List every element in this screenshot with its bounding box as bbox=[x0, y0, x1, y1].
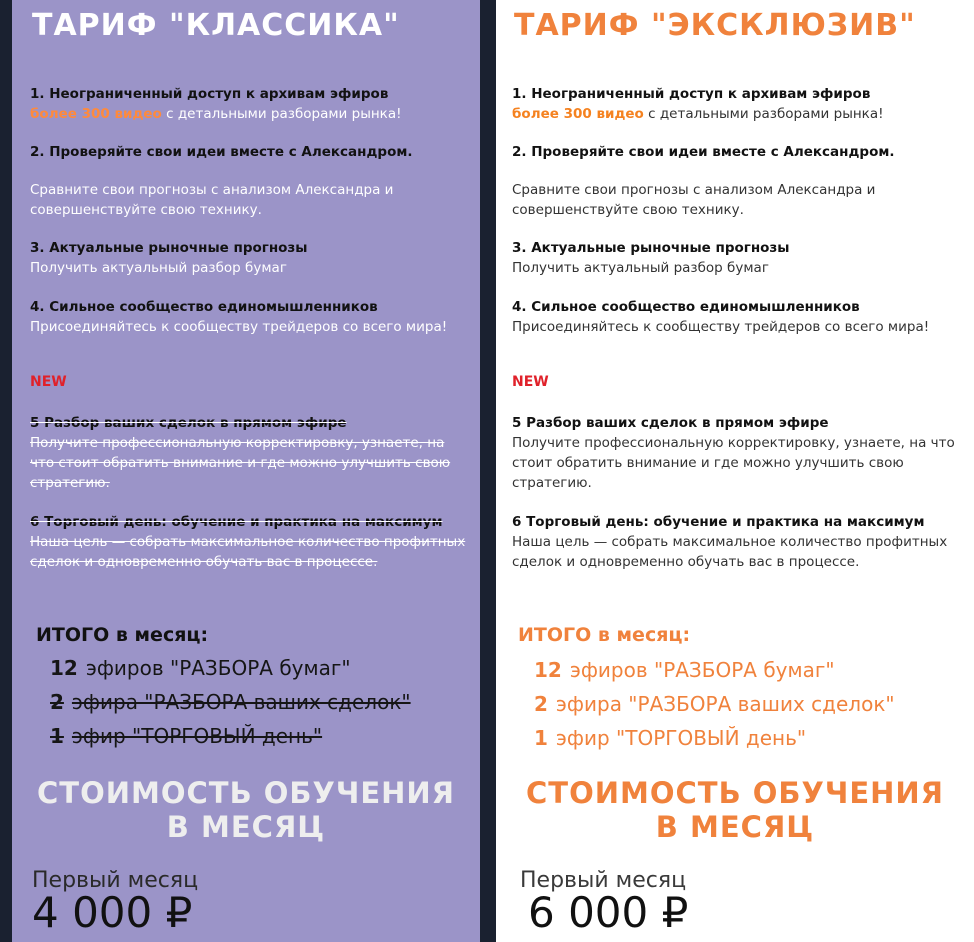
feature-trade-review bbox=[512, 413, 962, 493]
feature-trading-day-unavailable bbox=[30, 512, 470, 572]
feature-heading: 5 Разбор ваших сделок в прямом эфире bbox=[30, 415, 347, 431]
feature-description: Сравните свои прогнозы с анализом Александра и совершенствуйте свою технику. bbox=[30, 182, 394, 218]
total-line-trade-reviews-unavailable bbox=[50, 690, 411, 714]
total-label: эфир "ТОРГОВЫЙ день" bbox=[71, 724, 323, 748]
feature-description: Присоединяйтесь к сообществу трейдеров со всего мира! bbox=[512, 319, 930, 335]
new-badge: NEW bbox=[512, 374, 549, 390]
feature-highlight: более 300 видео bbox=[512, 106, 644, 122]
total-line-trading-day-unavailable bbox=[50, 724, 322, 748]
feature-description: Получите профессиональную корректировку, узнаете, на что стоит обратить внимание и где можно улучшить свою стратегию. bbox=[30, 435, 451, 491]
total-count: 2 bbox=[50, 690, 64, 714]
total-label: эфира "РАЗБОРА ваших сделок" bbox=[555, 692, 895, 716]
feature-trading-day bbox=[512, 512, 962, 572]
feature-heading: 3. Актуальные рыночные прогнозы bbox=[512, 240, 790, 256]
feature-ideas-desc bbox=[512, 180, 962, 220]
feature-heading: 6 Торговый день: обучение и практика на максимум bbox=[30, 514, 443, 530]
feature-heading: 1. Неограниченный доступ к архивам эфиров bbox=[512, 86, 871, 102]
feature-description: с детальными разборами рынка! bbox=[161, 106, 402, 122]
feature-archive bbox=[512, 84, 962, 124]
feature-forecasts bbox=[512, 238, 962, 278]
feature-description: Наша цель — собрать максимальное количество профитных сделок и одновременно обучать вас в процессе. bbox=[512, 534, 948, 570]
total-count: 12 bbox=[50, 656, 78, 680]
total-count: 12 bbox=[534, 658, 562, 682]
feature-heading: 4. Сильное сообщество единомышленников bbox=[30, 299, 378, 315]
total-title: ИТОГО в месяц: bbox=[36, 624, 209, 646]
total-title: ИТОГО в месяц: bbox=[518, 624, 691, 646]
total-line-trade-reviews bbox=[534, 692, 895, 716]
new-badge: NEW bbox=[30, 374, 67, 390]
total-count: 1 bbox=[50, 724, 64, 748]
feature-ideas-desc bbox=[30, 180, 470, 220]
feature-description: Получите профессиональную корректировку, узнаете, на что стоит обратить внимание и где можно улучшить свою стратегию. bbox=[512, 435, 955, 491]
total-label: эфиров "РАЗБОРА бумаг" bbox=[569, 658, 835, 682]
feature-heading: 2. Проверяйте свои идеи вместе с Александром. bbox=[30, 144, 413, 160]
feature-forecasts bbox=[30, 238, 470, 278]
cost-heading bbox=[12, 776, 480, 844]
tariff-title: ТАРИФ "ЭКСКЛЮЗИВ" bbox=[514, 8, 916, 43]
feature-description: Получить актуальный разбор бумаг bbox=[512, 260, 769, 276]
total-count: 2 bbox=[534, 692, 548, 716]
cost-heading-line2: В МЕСЯЦ bbox=[655, 810, 815, 844]
first-month-label: Первый месяц bbox=[32, 868, 199, 893]
total-label: эфиров "РАЗБОРА бумаг" bbox=[85, 656, 351, 680]
feature-ideas bbox=[30, 142, 470, 162]
cost-heading-line1: СТОИМОСТЬ ОБУЧЕНИЯ bbox=[37, 776, 455, 810]
feature-highlight: более 300 видео bbox=[30, 106, 162, 122]
price: 4 000 ₽ bbox=[32, 888, 193, 937]
feature-heading: 5 Разбор ваших сделок в прямом эфире bbox=[512, 415, 829, 431]
feature-heading: 1. Неограниченный доступ к архивам эфиров bbox=[30, 86, 389, 102]
feature-ideas bbox=[512, 142, 962, 162]
price: 6 000 ₽ bbox=[528, 888, 689, 937]
tariff-classic-card bbox=[12, 0, 480, 942]
feature-description: с детальными разборами рынка! bbox=[643, 106, 884, 122]
feature-heading: 6 Торговый день: обучение и практика на максимум bbox=[512, 514, 925, 530]
feature-heading: 2. Проверяйте свои идеи вместе с Александром. bbox=[512, 144, 895, 160]
cost-heading bbox=[496, 776, 974, 844]
total-label: эфир "ТОРГОВЫЙ день" bbox=[555, 726, 807, 750]
feature-community bbox=[512, 297, 962, 337]
tariff-title: ТАРИФ "КЛАССИКА" bbox=[32, 8, 400, 43]
feature-community bbox=[30, 297, 470, 337]
total-line-trading-day bbox=[534, 726, 806, 750]
feature-description: Сравните свои прогнозы с анализом Александра и совершенствуйте свою технику. bbox=[512, 182, 876, 218]
feature-heading: 3. Актуальные рыночные прогнозы bbox=[30, 240, 308, 256]
feature-description: Получить актуальный разбор бумаг bbox=[30, 260, 287, 276]
first-month-label: Первый месяц bbox=[520, 868, 687, 893]
total-label: эфира "РАЗБОРА ваших сделок" bbox=[71, 690, 411, 714]
feature-heading: 4. Сильное сообщество единомышленников bbox=[512, 299, 860, 315]
total-line-stock-reviews bbox=[50, 656, 351, 680]
feature-trade-review-unavailable bbox=[30, 413, 470, 493]
feature-description: Наша цель — собрать максимальное количество профитных сделок и одновременно обучать вас в процессе. bbox=[30, 534, 466, 570]
tariff-exclusive-card bbox=[496, 0, 974, 942]
total-count: 1 bbox=[534, 726, 548, 750]
total-line-stock-reviews bbox=[534, 658, 835, 682]
cost-heading-line1: СТОИМОСТЬ ОБУЧЕНИЯ bbox=[526, 776, 944, 810]
cost-heading-line2: В МЕСЯЦ bbox=[166, 810, 326, 844]
feature-archive bbox=[30, 84, 470, 124]
feature-description: Присоединяйтесь к сообществу трейдеров со всего мира! bbox=[30, 319, 448, 335]
